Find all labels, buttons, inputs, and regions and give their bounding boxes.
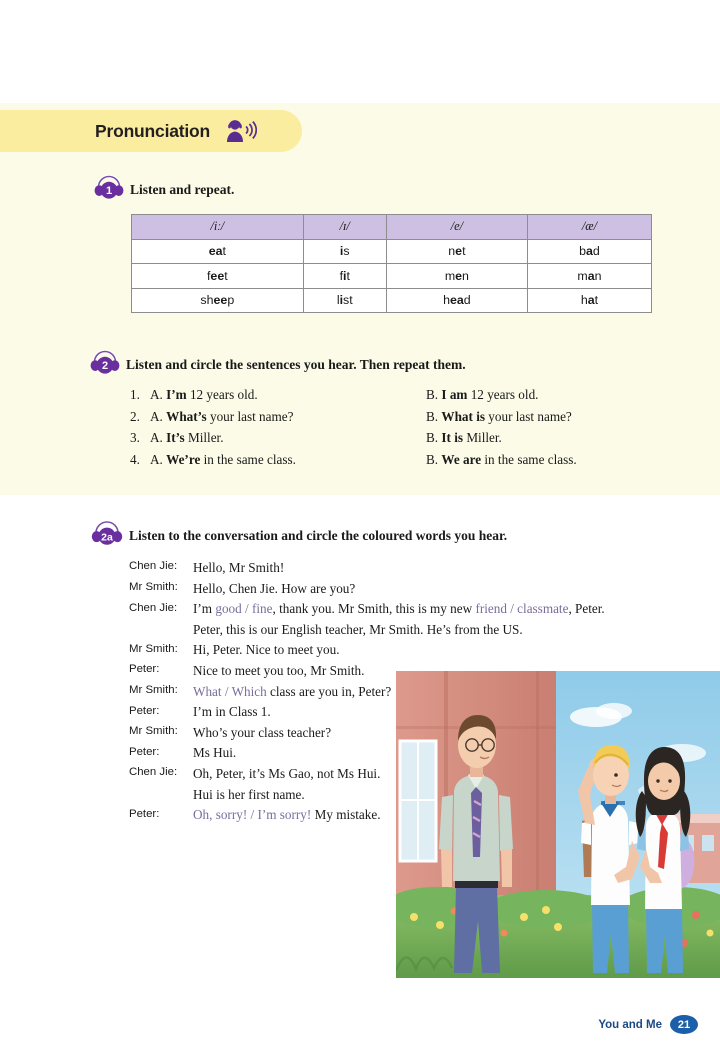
dialogue-line [129, 558, 609, 579]
task-number-2: 2 [101, 360, 109, 373]
ipa-header-1: /ɪ/ [303, 215, 386, 240]
ipa-header-2: /e/ [386, 215, 527, 240]
sentence-number: 2. [130, 408, 140, 424]
dialogue-text: I’m in Class 1. [193, 704, 271, 720]
task2a-heading: Listen to the conversation and circle the coloured words you hear. [129, 528, 508, 543]
word-cell: list [303, 288, 386, 313]
task-number-1: 1 [105, 185, 113, 198]
sentence-row [130, 452, 650, 474]
word-cell: hat [527, 288, 651, 313]
dialogue-speaker: Chen Jie: [129, 560, 178, 573]
school-scene-illustration [396, 671, 720, 978]
sentence-option-a[interactable]: A. We’re in the same class. [150, 451, 296, 467]
dialogue-line [129, 640, 609, 661]
dialogue-speaker: Peter: [129, 807, 160, 820]
pronunciation-banner [0, 110, 302, 152]
word-cell: man [527, 264, 651, 289]
task2-heading: Listen and circle the sentences you hear. Then repeat them. [126, 357, 466, 372]
dialogue-speaker: Peter: [129, 745, 160, 758]
word-cell: men [386, 264, 527, 289]
dialogue-text: Who’s your class teacher? [193, 724, 332, 740]
table-row [132, 288, 652, 313]
dialogue-line [129, 599, 609, 640]
page-footer [598, 1015, 698, 1034]
sentence-row [130, 409, 650, 431]
headphones-listen-icon-2 [89, 347, 121, 375]
dialogue-text: Ms Hui. [193, 745, 237, 761]
sentence-option-b[interactable]: B. We are in the same class. [426, 451, 577, 467]
coloured-word-choice[interactable]: friend / classmate [475, 601, 569, 617]
phonetics-table [131, 214, 652, 313]
ipa-header-0: /iː/ [132, 215, 304, 240]
coloured-word-choice[interactable]: What / Which [193, 683, 267, 699]
sentence-number: 4. [130, 451, 140, 467]
headphones-listen-icon-2a [90, 518, 124, 546]
dialogue-speaker: Mr Smith: [129, 683, 178, 696]
dialogue-text: Nice to meet you too, Mr Smith. [193, 662, 365, 678]
dialogue-text: Hello, Mr Smith! [193, 560, 285, 575]
dialogue-text: I’m good / fine, thank you. Mr Smith, this is my new friend / classmate, Peter. Peter, this is our English teacher, Mr Smith. He’s from the US. [193, 601, 605, 637]
dialogue-text: Hello, Chen Jie. How are you? [193, 580, 356, 596]
page-number-badge: 21 [670, 1015, 698, 1034]
word-cell: fit [303, 264, 386, 289]
word-cell: is [303, 239, 386, 264]
sentence-number: 1. [130, 387, 140, 402]
sentence-option-a[interactable]: A. What’s your last name? [150, 408, 294, 424]
word-cell: bad [527, 239, 651, 264]
word-cell: feet [132, 264, 304, 289]
dialogue-speaker: Mr Smith: [129, 642, 178, 655]
dialogue-speaker: Peter: [129, 704, 160, 717]
task-number-2a: 2a [101, 531, 113, 544]
dialogue-speaker: Chen Jie: [129, 601, 178, 614]
unit-label: You and Me [598, 1018, 662, 1031]
word-cell: eat [132, 239, 304, 264]
sentence-choice-list [130, 387, 650, 473]
sentence-option-b[interactable]: B. What is your last name? [426, 408, 572, 424]
task1-heading: Listen and repeat. [130, 182, 235, 197]
dialogue-text: Oh, Peter, it’s Ms Gao, not Ms Hui. Hui is her first name. [193, 765, 381, 802]
dialogue-line [129, 579, 609, 600]
dialogue-speaker: Mr Smith: [129, 725, 178, 738]
table-row [132, 264, 652, 289]
sentence-option-a[interactable]: A. I’m 12 years old. [150, 387, 258, 402]
coloured-word-choice[interactable]: good / fine [215, 601, 273, 617]
page-title: Pronunciation [95, 120, 211, 141]
word-cell: head [386, 288, 527, 313]
word-cell: net [386, 239, 527, 264]
sentence-option-a[interactable]: A. It’s Miller. [150, 430, 224, 445]
sentence-number: 3. [130, 430, 140, 445]
dialogue-text: Oh, sorry! / I’m sorry! My mistake. [193, 807, 381, 823]
table-row [132, 239, 652, 264]
table-header-row [132, 215, 652, 240]
ipa-header-3: /æ/ [527, 215, 651, 240]
dialogue-text: What / Which class are you in, Peter? [193, 683, 392, 699]
sentence-option-b[interactable]: B. It is Miller. [426, 430, 502, 445]
sentence-row [130, 387, 650, 409]
sentence-row [130, 430, 650, 452]
dialogue-speaker: Chen Jie: [129, 766, 178, 779]
word-cell: sheep [132, 288, 304, 313]
coloured-word-choice[interactable]: Oh, sorry! / I’m sorry! [193, 807, 312, 823]
dialogue-text: Hi, Peter. Nice to meet you. [193, 642, 340, 658]
speaking-head-icon [223, 118, 257, 144]
dialogue-speaker: Peter: [129, 663, 160, 676]
headphones-listen-icon-1 [93, 172, 125, 200]
dialogue-speaker: Mr Smith: [129, 580, 178, 593]
sentence-option-b[interactable]: B. I am 12 years old. [426, 387, 539, 402]
